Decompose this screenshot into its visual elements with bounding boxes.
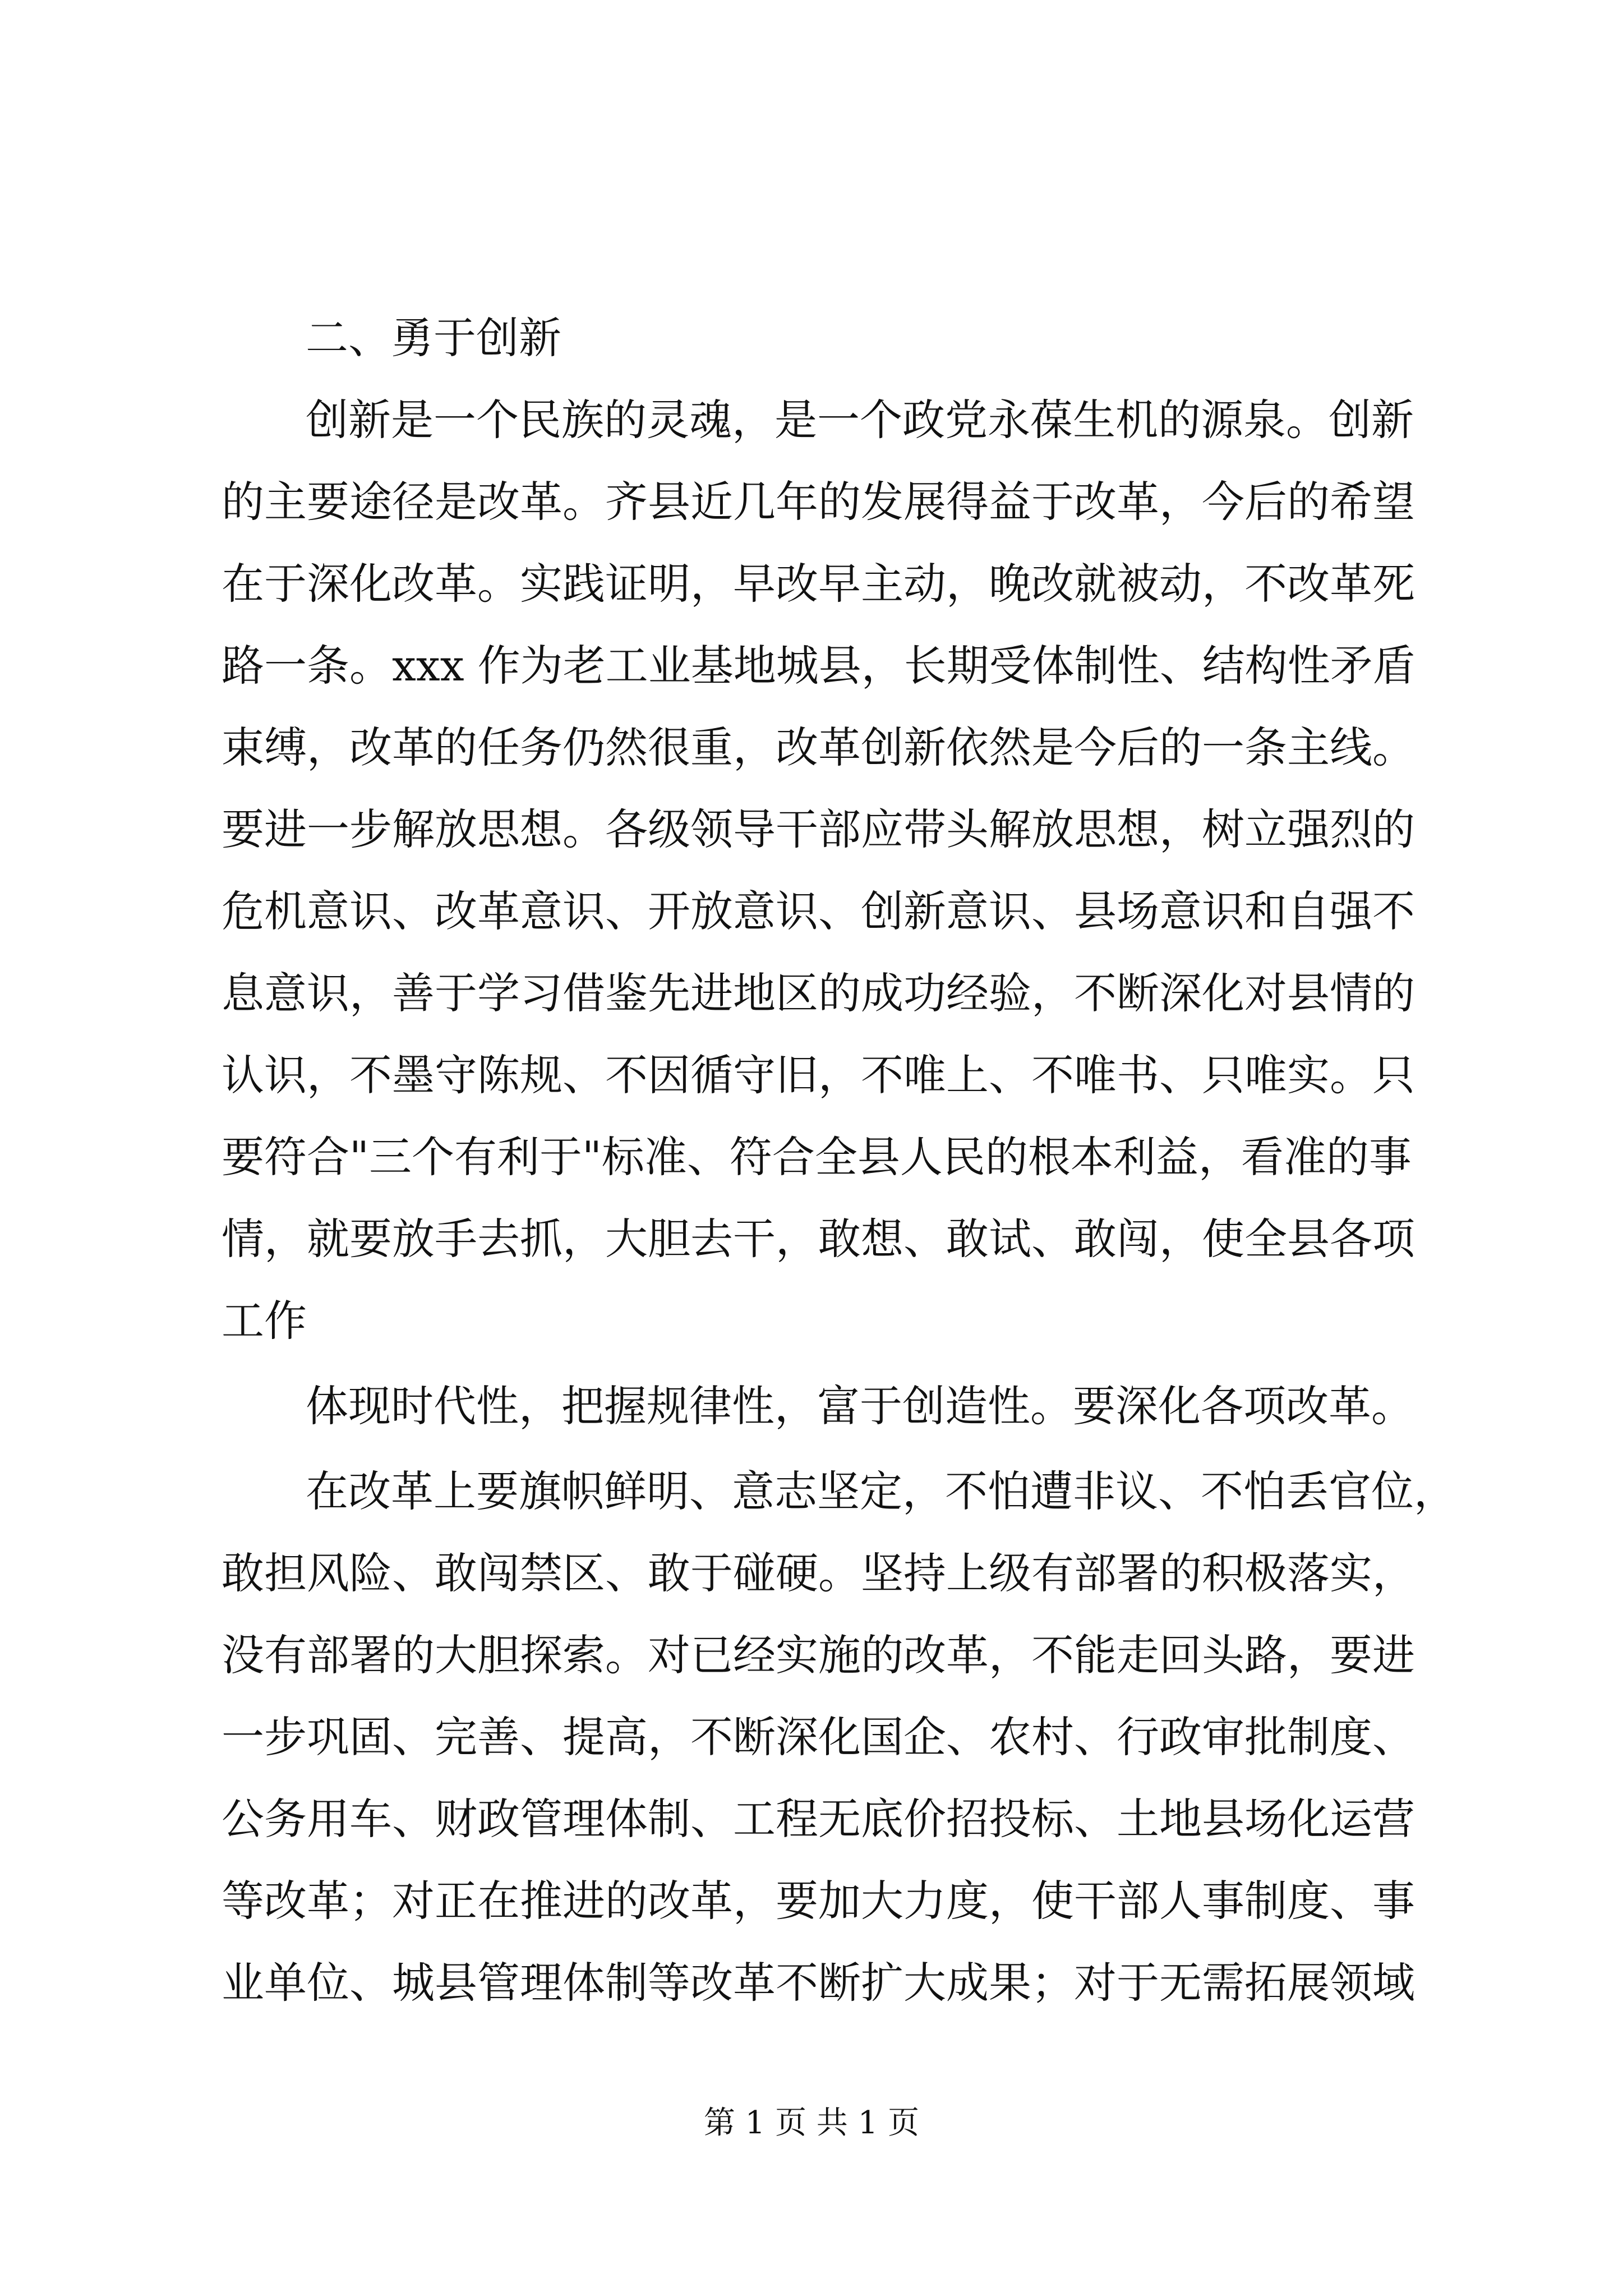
text-line: 敢担风险、敢闯禁区、敢于碰硬。坚持上级有部署的积极落实， — [222, 1548, 1415, 1598]
text-line: 一步巩固、完善、提高，不断深化国企、农村、行政审批制度、 — [222, 1712, 1415, 1762]
text-line: 等改革；对正在推进的改革，要加大力度，使干部人事制度、事 — [222, 1876, 1415, 1926]
text-line: 认识，不墨守陈规、不因循守旧，不唯上、不唯书、只唯实。只 — [222, 1050, 1415, 1100]
text-line: 息意识，善于学习借鉴先进地区的成功经验，不断深化对县情的 — [222, 968, 1415, 1018]
section-heading: 二、勇于创新 — [306, 313, 561, 363]
text-line: 路一条。xxx 作为老工业基地城县，长期受体制性、结构性矛盾 — [222, 641, 1415, 691]
document-body — [222, 297, 1456, 2024]
page-footer: 第 1 页 共 1 页 — [703, 2105, 920, 2141]
text-line: 创新是一个民族的灵魂，是一个政党永葆生机的源泉。创新 — [306, 395, 1414, 445]
text-line: 要符合"三个有利于"标准、符合全县人民的根本利益，看准的事 — [222, 1132, 1412, 1182]
text-line: 情，就要放手去抓，大胆去干，敢想、敢试、敢闯，使全县各项 — [222, 1214, 1415, 1264]
text-line: 束缚，改革的任务仍然很重，改革创新依然是今后的一条主线。 — [222, 723, 1415, 772]
text-line: 危机意识、改革意识、开放意识、创新意识、县场意识和自强不 — [222, 886, 1415, 936]
text-line: 的主要途径是改革。齐县近几年的发展得益于改革，今后的希望 — [222, 477, 1415, 527]
text-line: 没有部署的大胆探索。对已经实施的改革，不能走回头路，要进 — [222, 1630, 1415, 1680]
text-line: 业单位、城县管理体制等改革不断扩大成果；对于无需拓展领域 — [222, 1958, 1415, 2008]
text-line: 在改革上要旗帜鲜明、意志坚定，不怕遭非议、不怕丢官位， — [306, 1466, 1456, 1516]
text-line: 在于深化改革。实践证明，早改早主动，晚改就被动，不改革死 — [222, 559, 1415, 609]
text-line: 要进一步解放思想。各级领导干部应带头解放思想，树立强烈的 — [222, 804, 1415, 854]
text-line: 公务用车、财政管理体制、工程无底价招投标、土地县场化运营 — [222, 1794, 1415, 1844]
text-line: 工作 — [222, 1296, 307, 1346]
text-line: 体现时代性，把握规律性，富于创造性。要深化各项改革。 — [306, 1381, 1414, 1431]
